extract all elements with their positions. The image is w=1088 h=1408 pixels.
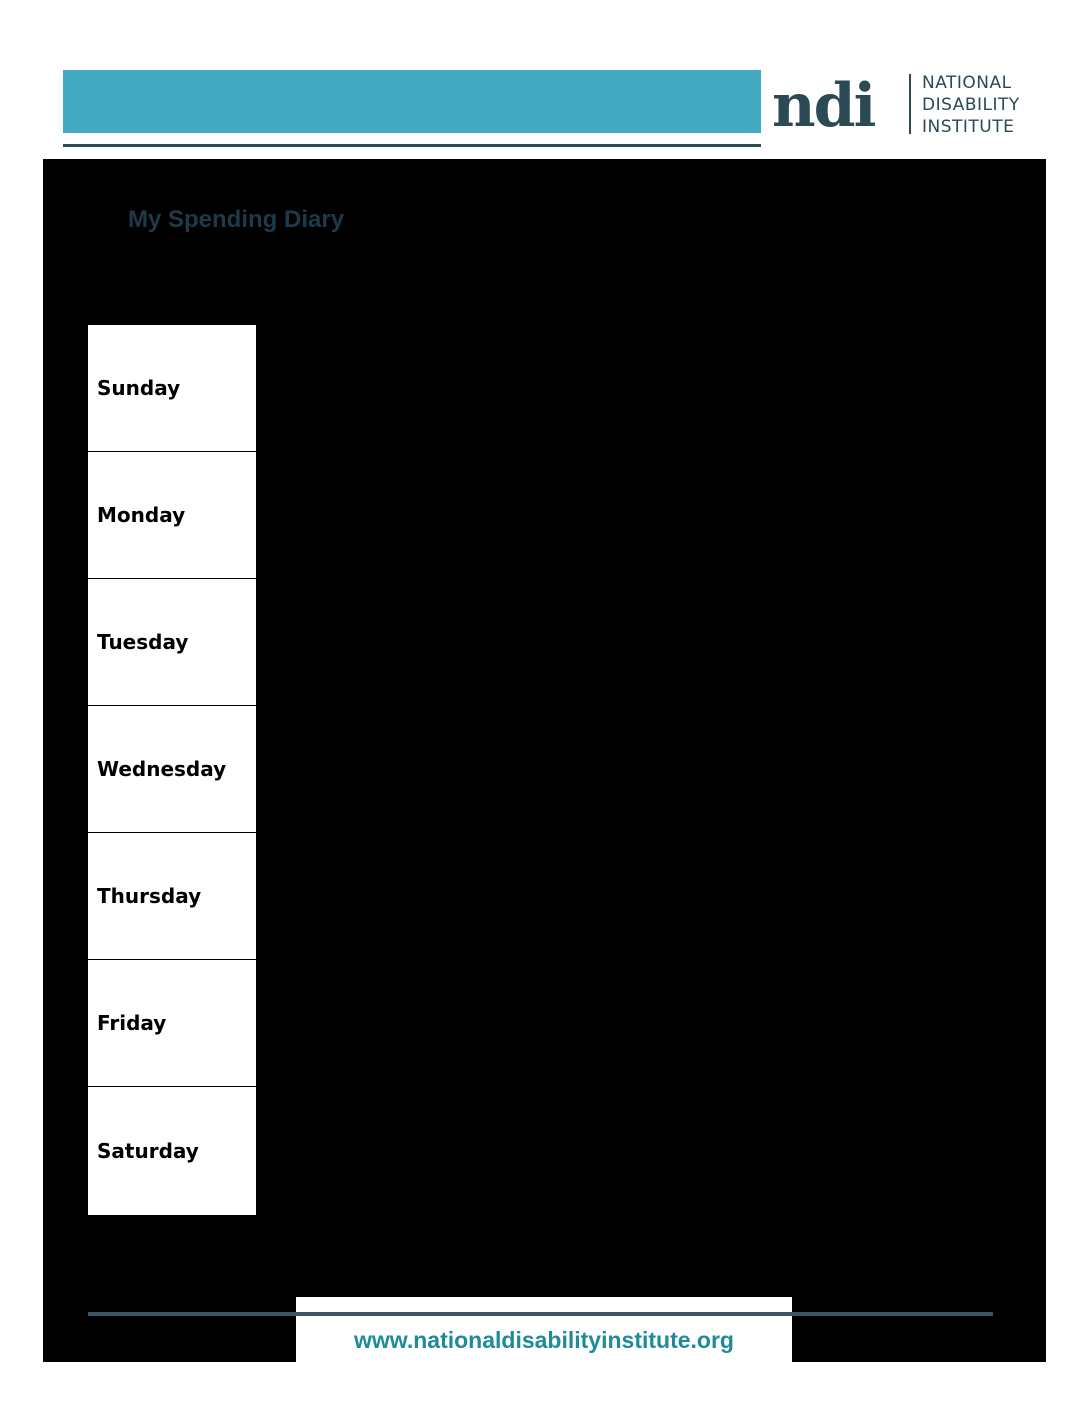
day-cell-tuesday [88,579,256,706]
website-link[interactable]: www.nationaldisabilityinstitute.org [354,1327,734,1353]
day-cell-thursday [88,833,256,960]
day-label: Sunday [97,376,181,400]
page-title: My Spending Diary [128,206,345,233]
logo-divider [909,74,911,134]
day-cell-sunday [88,325,256,452]
day-label: Friday [97,1011,167,1035]
day-list [88,325,256,1215]
day-label: Thursday [97,884,202,908]
logo-line: INSTITUTE [922,117,1015,137]
header-accent-bar [63,70,761,133]
header-divider [63,144,761,147]
day-cell-monday [88,452,256,579]
day-cell-friday [88,960,256,1087]
day-cell-wednesday [88,706,256,833]
logo-mark: ndi [772,71,875,141]
day-label: Tuesday [97,630,189,654]
day-label: Wednesday [97,757,227,781]
day-label: Saturday [97,1139,199,1163]
footer-box [296,1297,792,1362]
day-label: Monday [97,503,186,527]
logo-line: DISABILITY [922,95,1020,115]
logo-wordmark [922,72,1020,138]
ndi-logo [772,70,1042,141]
day-cell-saturday [88,1087,256,1215]
logo-line: NATIONAL [922,73,1012,93]
footer-divider-segment [296,1312,792,1316]
